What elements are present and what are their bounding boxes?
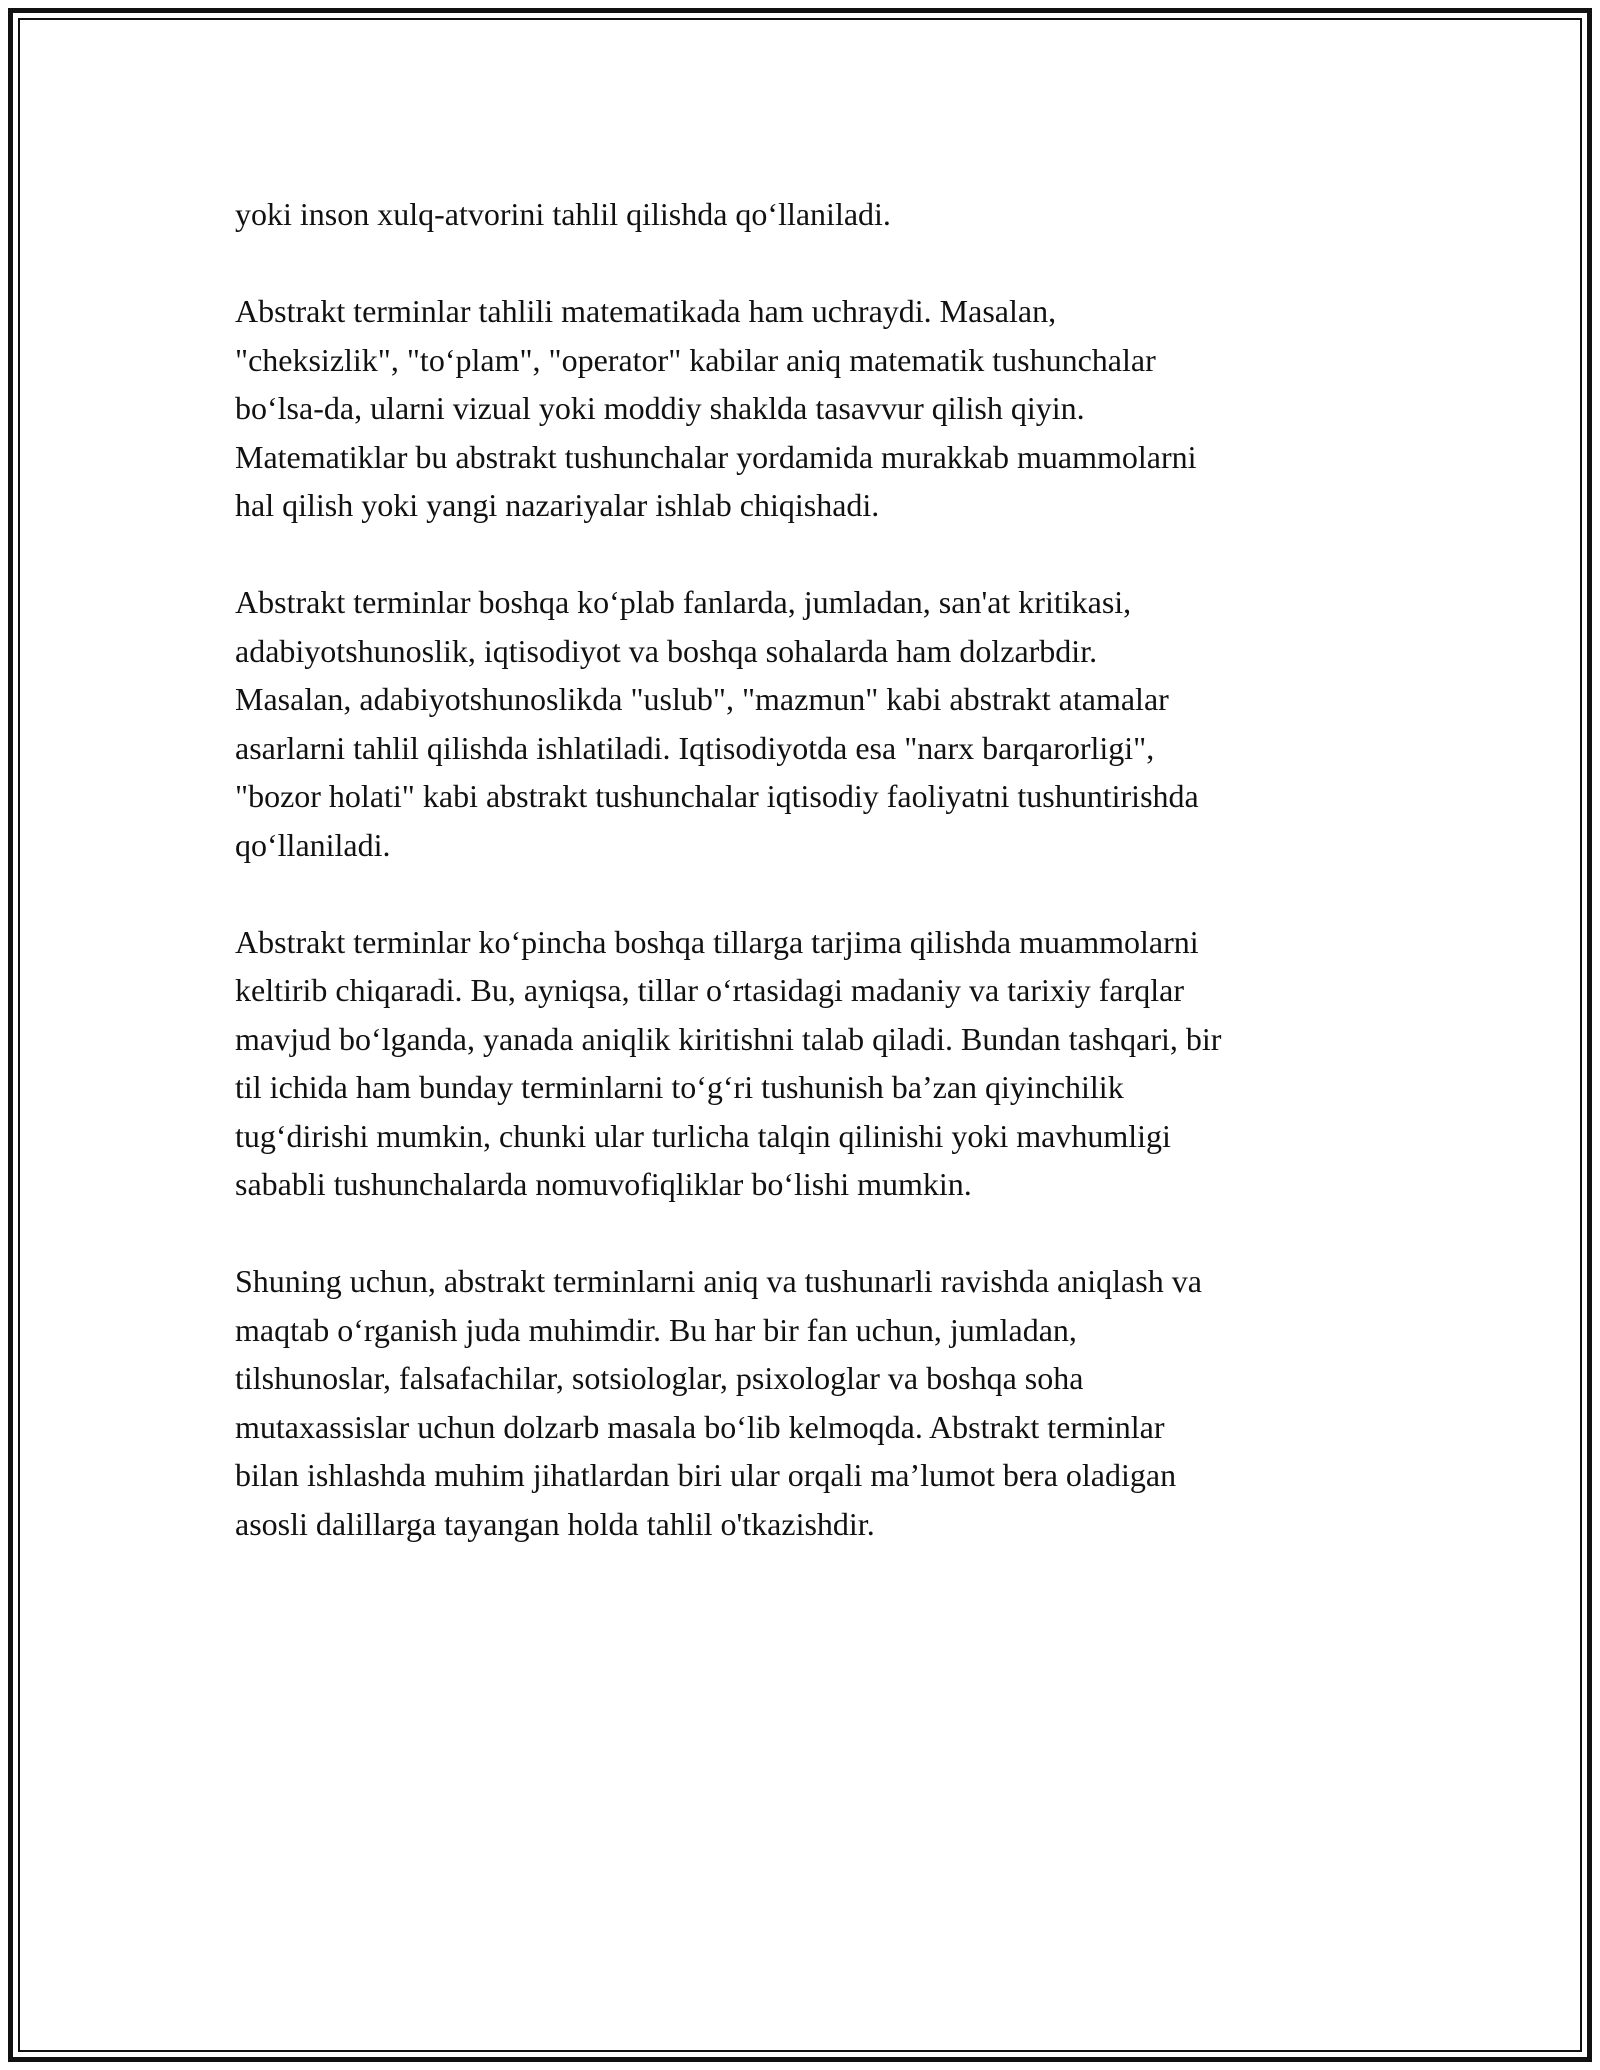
text-line: sababli tushunchalarda nomuvofiqliklar bo‘lishi mumkin. — [235, 1166, 972, 1202]
document-body — [235, 190, 1385, 1548]
text-line: qo‘llaniladi. — [235, 826, 391, 863]
text-line: bilan ishlashda muhim jihatlardan biri ular orqali ma’lumot bera oladigan — [235, 1457, 1177, 1493]
paragraph-5 — [235, 1257, 1385, 1548]
paragraph-2 — [235, 287, 1385, 530]
text-line: "bozor holati" kabi abstrakt tushunchalar iqtisodiy faoliyatni tushuntirishda — [235, 778, 1199, 814]
text-line: asosli dalillarga tayangan holda tahlil o'tkazishdir. — [235, 1505, 875, 1542]
paragraph-4 — [235, 918, 1385, 1209]
text-line: Abstrakt terminlar tahlili matematikada ham uchraydi. Masalan, — [235, 293, 1057, 329]
text-line: tilshunoslar, falsafachilar, sotsiologlar, psixologlar va boshqa soha — [235, 1360, 1084, 1396]
text-line: mavjud bo‘lganda, yanada aniqlik kiritishni talab qiladi. Bundan tashqari, bir — [235, 1020, 1222, 1057]
text-line: Abstrakt terminlar boshqa ko‘plab fanlarda, jumladan, san'at kritikasi, — [235, 584, 1132, 620]
text-line: yoki inson xulq-atvorini tahlil qilishda qo‘llaniladi. — [235, 196, 891, 232]
text-line: til ichida ham bunday terminlarni to‘g‘ri tushunish ba’zan qiyinchilik — [235, 1069, 1124, 1105]
text-line: bo‘lsa-da, ularni vizual yoki moddiy shaklda tasavvur qilish qiyin. — [235, 390, 1085, 426]
paragraph-3 — [235, 578, 1385, 869]
text-line: Masalan, adabiyotshunoslikda "uslub", "mazmun" kabi abstrakt atamalar — [235, 681, 1169, 717]
text-line: asarlarni tahlil qilishda ishlatiladi. Iqtisodiyotda esa "narx barqarorligi", — [235, 729, 1155, 766]
text-line: "cheksizlik", "to‘plam", "operator" kabilar aniq matematik tushunchalar — [235, 341, 1156, 378]
text-line: adabiyotshunoslik, iqtisodiyot va boshqa sohalarda ham dolzarbdir. — [235, 632, 1098, 669]
text-line: Matematiklar bu abstrakt tushunchalar yordamida murakkab muammolarni — [235, 438, 1197, 475]
text-line: maqtab o‘rganish juda muhimdir. Bu har bir fan uchun, jumladan, — [235, 1311, 1077, 1348]
text-line: hal qilish yoki yangi nazariyalar ishlab chiqishadi. — [235, 487, 880, 523]
text-line: Abstrakt terminlar ko‘pincha boshqa tillarga tarjima qilishda muammolarni — [235, 923, 1199, 960]
text-line: keltirib chiqaradi. Bu, ayniqsa, tillar o‘rtasidagi madaniy va tarixiy farqlar — [235, 972, 1185, 1008]
paragraph-1 — [235, 190, 1385, 239]
text-line: mutaxassislar uchun dolzarb masala bo‘lib kelmoqda. Abstrakt terminlar — [235, 1408, 1165, 1445]
text-line: Shuning uchun, abstrakt terminlarni aniq va tushunarli ravishda aniqlash va — [235, 1263, 1202, 1299]
text-line: tug‘dirishi mumkin, chunki ular turlicha talqin qilinishi yoki mavhumligi — [235, 1117, 1171, 1154]
